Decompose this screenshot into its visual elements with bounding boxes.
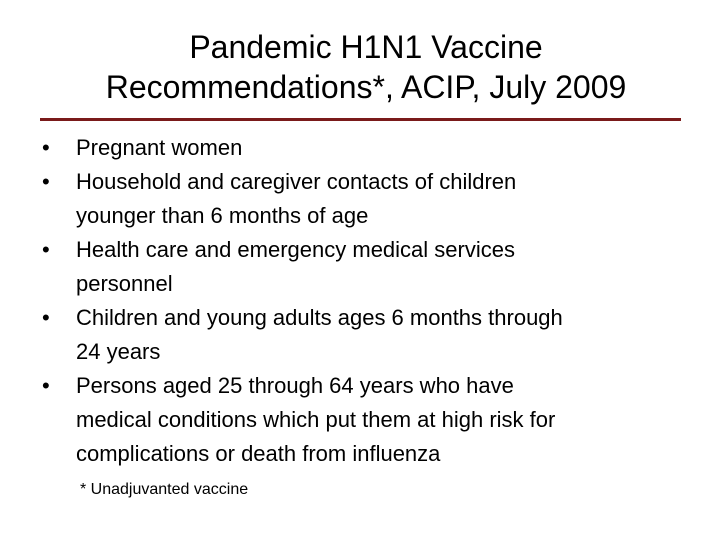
slide-title-line-2: Recommendations*, ACIP, July 2009 <box>105 69 627 105</box>
list-item <box>42 131 682 165</box>
list-item <box>42 165 682 233</box>
list-item-text: Persons aged 25 through 64 years who have <box>76 373 514 398</box>
list-item <box>42 301 682 369</box>
list-item-text: Household and caregiver contacts of children <box>76 169 517 194</box>
slide-title <box>30 27 702 107</box>
footnote: * Unadjuvanted vaccine <box>80 481 249 498</box>
list-item-text: Health care and emergency medical services <box>76 237 515 262</box>
bullet-icon: • <box>42 305 50 330</box>
recommendation-list <box>42 131 682 471</box>
list-item <box>42 369 682 471</box>
bullet-icon: • <box>42 135 50 160</box>
bullet-icon: • <box>42 237 50 262</box>
bullet-icon: • <box>42 169 50 194</box>
list-item-text: personnel <box>76 271 173 296</box>
list-item-text: younger than 6 months of age <box>76 203 369 228</box>
list-item <box>42 233 682 301</box>
slide-title-line-1: Pandemic H1N1 Vaccine <box>189 29 543 65</box>
list-item-text: medical conditions which put them at high risk for <box>76 407 556 432</box>
list-item-text: Pregnant women <box>76 135 243 160</box>
list-item-text: complications or death from influenza <box>76 441 441 466</box>
bullet-icon: • <box>42 373 50 398</box>
title-divider <box>40 118 681 121</box>
list-item-text: Children and young adults ages 6 months through <box>76 305 563 330</box>
list-item-text: 24 years <box>76 339 161 364</box>
